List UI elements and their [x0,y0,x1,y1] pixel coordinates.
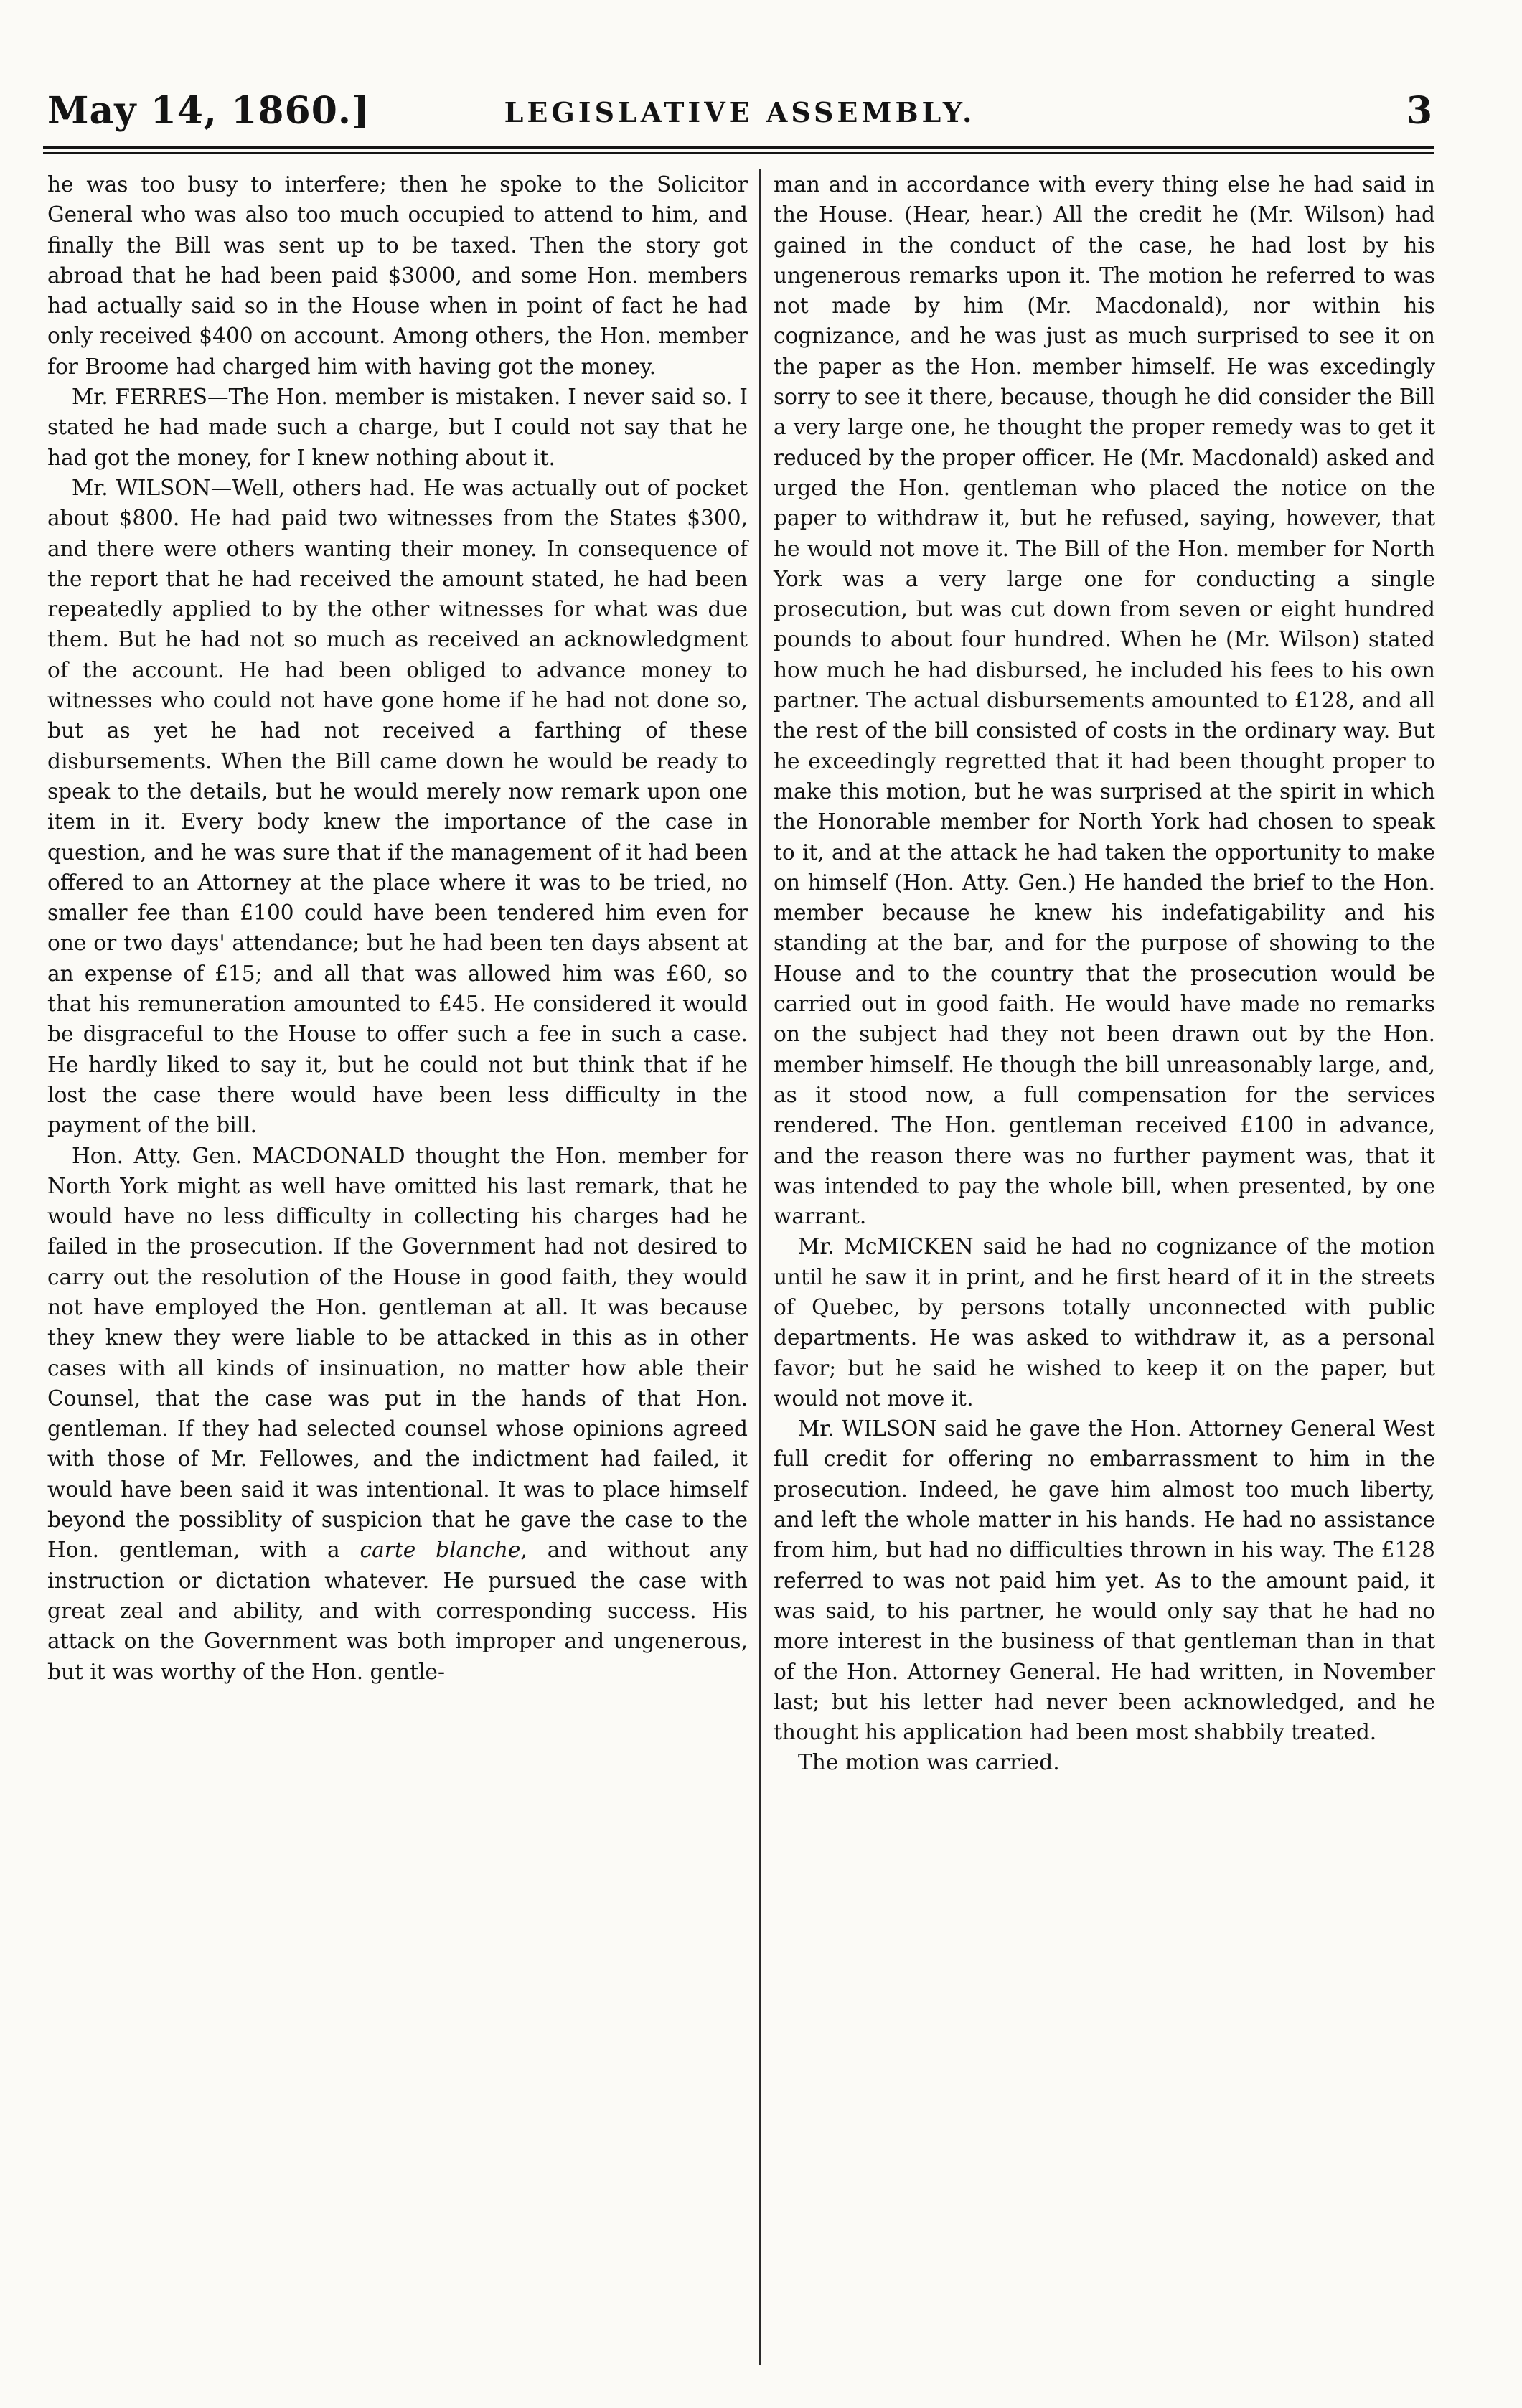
left-column [47,169,748,1687]
header-date: May 14, 1860.] [47,89,370,133]
paragraph: Hon. Atty. Gen. MACDONALD thought the Hon. member for North York might as well have omitted his last remark, that he would have no less difficulty in collecting his charges had he failed in the prosecution. If the Government had not desired to carry out the resolution of the House in good faith, they would not have employed the Hon. gentleman at all. It was because they knew they were liable to be attacked in this as in other cases with all kinds of insinuation, no matter how able their Counsel, that the case was put in the hands of that Hon. gentleman. If they had selected counsel whose opinions agreed with those of Mr. Fellowes, and the indictment had failed, it would have been said it was intentional. It was to place himself beyond the possiblity of suspicion that he gave the case to the Hon. gentleman, with a carte blanche, and without any instruction or dictation whatever. He pursued the case with great zeal and ability, and with corresponding success. His attack on the Government was both improper and ungenerous, but it was worthy of the Hon. gentle- [47,1143,748,1684]
paragraph: man and in accordance with every thing else he had said in the House. (Hear, hear.) All the credit he (Mr. Wilson) had gained in the conduct of the case, he had lost by his ungenerous remarks upon it. The motion he referred to was not made by him (Mr. Macdonald), nor within his cognizance, and he was just as much surprised to see it on the paper as the Hon. member himself. He was excedingly sorry to see it there, because, though he did consider the Bill a very large one, he thought the proper remedy was to get it reduced by the proper officer. He (Mr. Macdonald) asked and urged the Hon. gentleman who placed the notice on the paper to withdraw it, but he refused, saying, however, that he would not move it. The Bill of the Hon. member for North York was a very large one for conducting a single prosecution, but was cut down from seven or eight hundred pounds to about four hundred. When he (Mr. Wilson) stated how much he had disbursed, he included his fees to his own partner. The actual disbursements amounted to £128, and all the rest of the bill consisted of costs in the ordinary way. But he exceedingly regretted that it had been thought proper to make this motion, but he was surprised at the spirit in which the Honorable member for North York had chosen to speak to it, and at the attack he had taken the opportunity to make on himself (Hon. Atty. Gen.) He handed the brief to the Hon. member because he knew his indefatigability and his standing at the bar, and for the purpose of showing to the House and to the country that the prosecution would be carried out in good faith. He would have made no remarks on the subject had they not been drawn out by the Hon. member himself. He though the bill unreasonably large, and, as it stood now, a full compensation for the services rendered. The Hon. gentleman received £100 in advance, and the reason there was no further payment was, that it was intended to pay the whole bill, when presented, by one warrant. [774,172,1435,1229]
header-rule-thin [43,152,1434,154]
paragraph: Mr. WILSON—Well, others had. He was actually out of pocket about $800. He had paid two witnesses from the States $300, and there were others wanting their money. In consequence of the report that he had received the amount stated, he had been repeatedly applied to by the other witnesses for what was due them. But he had not so much as received an acknowledgment of the account. He had been obliged to advance money to witnesses who could not have gone home if he had not done so, but as yet he had not received a farthing of these disbursements. When the Bill came down he would be ready to speak to the details, but he would merely now remark upon one item in it. Every body knew the importance of the case in question, and he was sure that if the management of it had been offered to an Attorney at the place where it was to be tried, no smaller fee than £100 could have been tendered him even for one or two days' attendance; but he had been ten days absent at an expense of £15; and all that was allowed him was £60, so that his remuneration amounted to £45. He considered it would be disgraceful to the House to offer such a fee in such a case. He hardly liked to say it, but he could not but think that if he lost the case there would have been less difficulty in the payment of the bill. [47,475,748,1138]
italic-phrase: carte blanche [360,1538,521,1563]
header-title: LEGISLATIVE ASSEMBLY. [504,96,976,128]
paragraph: Mr. WILSON said he gave the Hon. Attorney General West full credit for offering no embarrassment to him in the prosecution. Indeed, he gave him almost too much liberty, and left the whole matter in his hands. He had no assistance from him, but had no difficulties thrown in his way. The £128 referred to was not paid him yet. As to the amount paid, it was said, to his partner, he would only say that he had no more interest in the business of that gentleman than in that of the Hon. Attorney General. He had written, in November last; but his letter had never been acknowledged, and he thought his application had been most shabbily treated. [774,1416,1435,1745]
page-number: 3 [1406,89,1432,133]
right-column [774,169,1435,1778]
paragraph: he was too busy to interfere; then he spoke to the Solicitor General who was also too much occupied to attend to him, and finally the Bill was sent up to be taxed. Then the story got abroad that he had been paid $3000, and some Hon. members had actually said so in the House when in point of fact he had only received $400 on account. Among others, the Hon. member for Broome had charged him with having got the money. [47,172,748,379]
page-header [47,89,1432,133]
paragraph: Mr. McMICKEN said he had no cognizance of the motion until he saw it in print, and he first heard of it in the streets of Quebec, by persons totally unconnected with public departments. He was asked to withdraw it, as a personal favor; but he said he wished to keep it on the paper, but would not move it. [774,1234,1435,1411]
column-divider [759,169,761,2365]
paragraph: Mr. FERRES—The Hon. member is mistaken. I never said so. I stated he had made such a charge, but I could not say that he had got the money, for I knew nothing about it. [47,385,748,470]
header-rule-thick [43,146,1434,149]
paragraph: The motion was carried. [798,1750,1060,1775]
